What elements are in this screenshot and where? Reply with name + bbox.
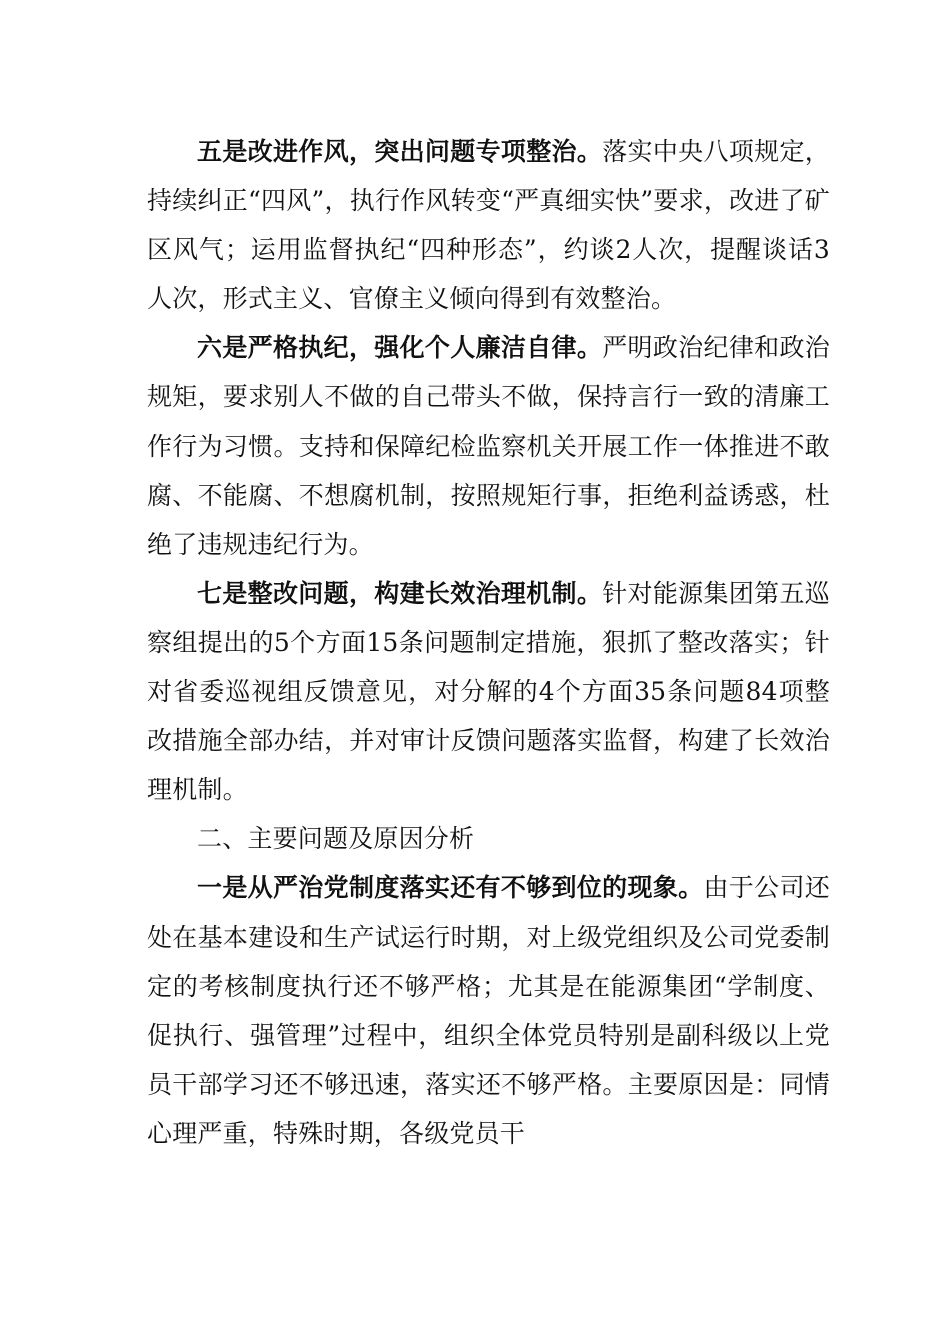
paragraph-body: 由于公司还处在基本建设和生产试运行时期，对上级党组织及公司党委制定的考核制度执行还不够严格；尤其是在能源集团“学制度、促执行、强管理”过程中，组织全体党员特别是副科级以上党员干部学习还不够迅速，落实还不够严格。主要原因是：同情心理严重，特殊时期，各级党员干 <box>147 873 830 1148</box>
paragraph-body: 针对能源集团第五巡察组提出的5个方面15条问题制定措施，狠抓了整改落实；针对省委巡视组反馈意见，对分解的4个方面35条问题84项整改措施全部办结，并对审计反馈问题落实监督，构建了长效治理机制。 <box>147 578 830 805</box>
paragraph-lead: 五是改进作风，突出问题专项整治。 <box>197 137 603 166</box>
paragraph-rectification <box>147 569 830 814</box>
paragraph-body: 落实中央八项规定，持续纠正“四风”，执行作风转变“严真细实快”要求，改进了矿区风气；运用监督执纪“四种形态”，约谈2人次，提醒谈话3人次，形式主义、官僚主义倾向得到有效整治。 <box>147 137 830 314</box>
paragraph-style-improvement <box>147 127 830 323</box>
paragraph-lead: 七是整改问题，构建长效治理机制。 <box>197 578 603 608</box>
paragraph-lead: 一是从严治党制度落实还有不够到位的现象。 <box>197 873 704 903</box>
paragraph-main-problem-1 <box>147 863 830 1158</box>
paragraph-body: 严明政治纪律和政治规矩，要求别人不做的自己带头不做，保持言行一致的清廉工作行为习惯。支持和保障纪检监察机关开展工作一体推进不敢腐、不能腐、不想腐机制，按照规矩行事，拒绝利益诱惑，杜绝了违规违纪行为。 <box>147 333 830 559</box>
paragraph-lead: 六是严格执纪，强化个人廉洁自律。 <box>197 333 603 363</box>
section-heading: 二、主要问题及原因分析 <box>197 824 475 854</box>
paragraph-discipline <box>147 323 830 568</box>
